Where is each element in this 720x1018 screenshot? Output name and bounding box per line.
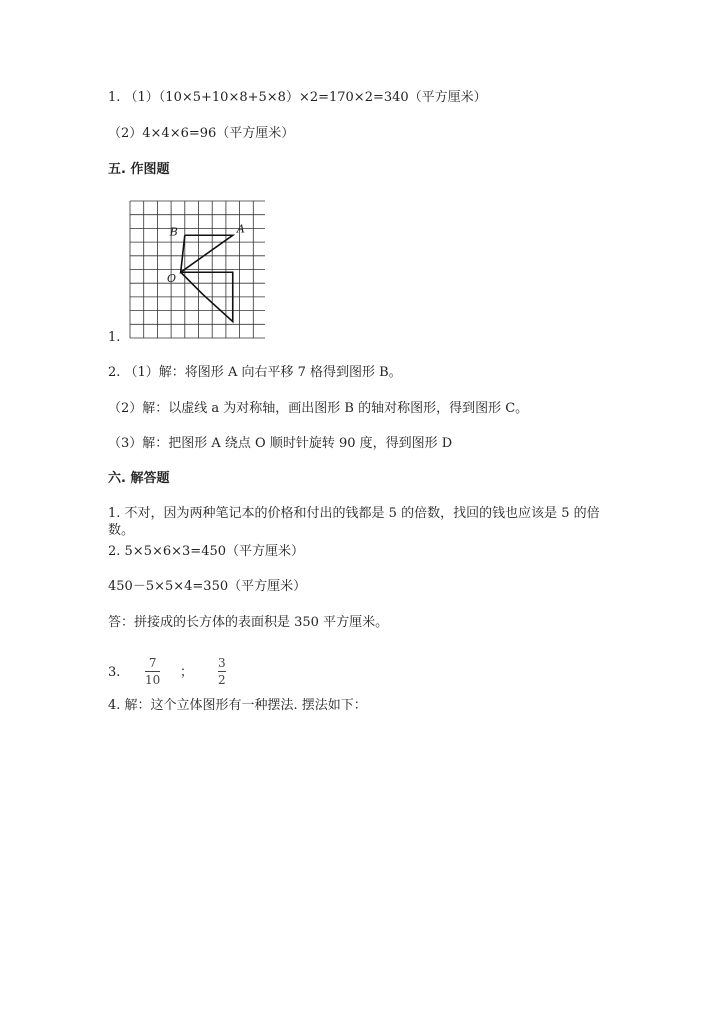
fraction-1-numerator: 7 [148,656,157,670]
fraction-2-bar [218,671,226,672]
label-b: B [169,225,178,239]
label-o: O [166,271,177,285]
fraction-separator: ； [180,665,194,680]
fraction-1-bar [145,671,160,672]
fraction-1 [145,656,160,687]
fraction-2 [218,656,226,687]
answer-5-2-2: （2）解：以虚线 a 为对称轴，画出图形 B 的轴对称图形，得到图形 C。 [108,401,529,416]
section-5-heading: 五. 作图题 [108,162,170,177]
answer-6-2-2: 450－5×5×4=350（平方厘米） [108,579,307,594]
answer-6-2-3: 答：拼接成的长方体的表面积是 350 平方厘米。 [108,615,389,630]
fraction-2-numerator: 3 [218,656,226,670]
answer-5-2-3: （3）解：把图形 A 绕点 O 顺时针旋转 90 度，得到图形 D [108,436,453,451]
answer-5-1-number: 1. [108,330,121,345]
answer-6-3-number: 3. [108,665,121,680]
section-6-heading: 六. 解答题 [108,471,170,486]
answer-5-2-1: 2. （1）解：将图形 A 向右平移 7 格得到图形 B。 [108,365,402,380]
label-a: A [236,222,245,236]
answer-4-1: 1. （1）（10×5+10×8+5×8）×2=170×2=340（平方厘米） [108,90,487,105]
answer-4-2: （2）4×4×6=96（平方厘米） [108,126,295,141]
answer-6-1: 1. 不对，因为两种笔记本的价格和付出的钱都是 5 的倍数，找回的钱也应该是 5 的倍数。 [108,506,600,538]
answer-6-4: 4. 解：这个立体图形有一种摆法. 摆法如下： [108,698,367,713]
fraction-2-denominator: 2 [218,673,226,687]
answer-6-2-1: 2. 5×5×6×3=450（平方厘米） [108,544,305,559]
fraction-1-denominator: 10 [145,673,161,687]
grid-figure [125,195,265,355]
shape-upper [181,235,233,272]
